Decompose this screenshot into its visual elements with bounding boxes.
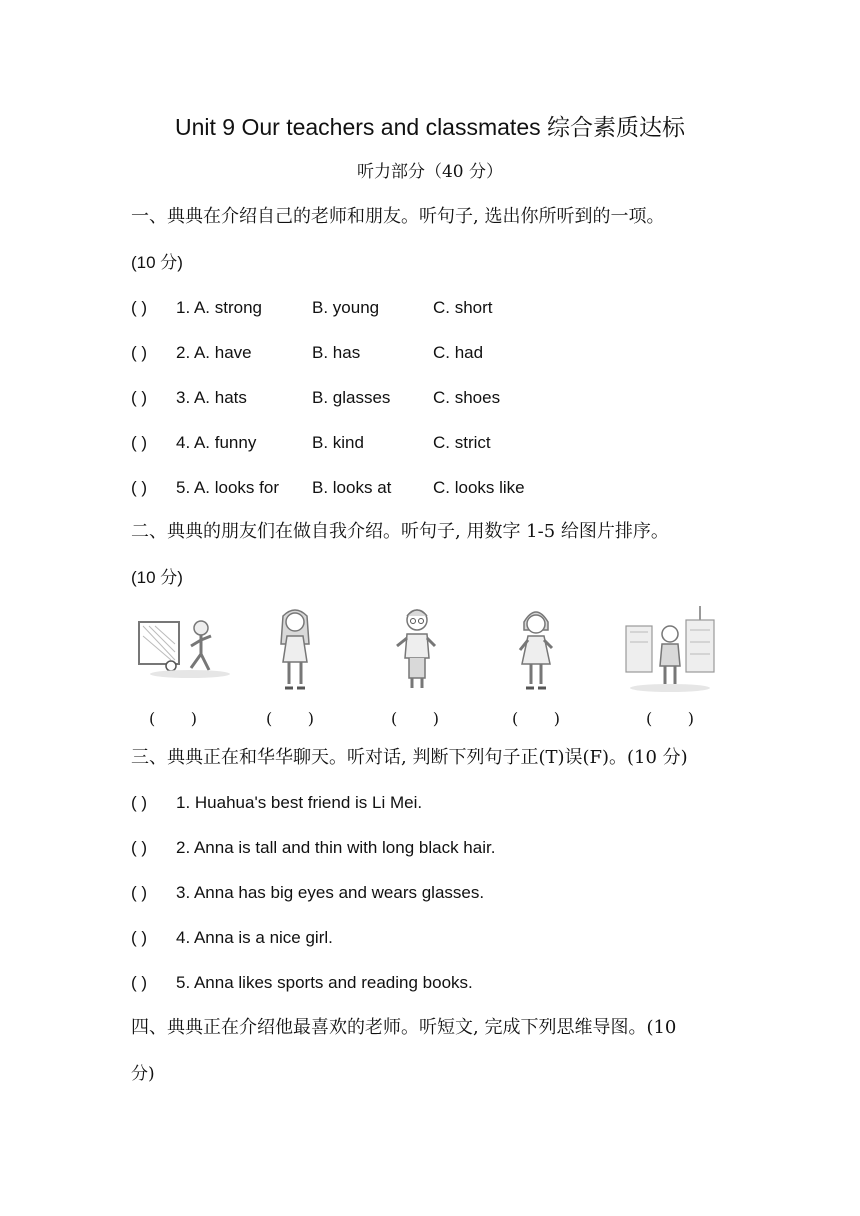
answer-blank[interactable]: ( ) bbox=[131, 973, 148, 992]
answer-blank[interactable]: ( ) bbox=[131, 433, 148, 452]
option-c: C. shoes bbox=[433, 388, 501, 407]
option-c: C. short bbox=[433, 298, 493, 317]
option-c: C. looks like bbox=[433, 478, 525, 497]
option-a: 5. A. looks for bbox=[176, 478, 279, 497]
answer-blank[interactable]: ( ) bbox=[131, 838, 148, 857]
option-c: C. strict bbox=[433, 433, 491, 452]
option-a: 3. A. hats bbox=[176, 388, 247, 407]
option-b: B. young bbox=[312, 298, 380, 317]
girl-short-hair-icon bbox=[486, 600, 586, 700]
picture-answer-blank[interactable]: ( ) bbox=[148, 709, 198, 728]
answer-blank[interactable]: ( ) bbox=[131, 883, 148, 902]
picture-answer-blank[interactable]: ( ) bbox=[265, 709, 315, 728]
option-b: B. kind bbox=[312, 433, 364, 452]
answer-blank[interactable]: ( ) bbox=[131, 793, 148, 812]
section1-heading: 一、典典在介绍自己的老师和朋友。听句子, 选出你所听到的一项。 bbox=[131, 206, 665, 227]
statement-text: 5. Anna likes sports and reading books. bbox=[176, 973, 473, 992]
picture-answer-blank[interactable]: ( ) bbox=[390, 709, 440, 728]
page-title: Unit 9 Our teachers and classmates 综合素质达标 bbox=[175, 114, 685, 140]
answer-blank[interactable]: ( ) bbox=[131, 298, 148, 317]
answer-blank[interactable]: ( ) bbox=[131, 388, 148, 407]
option-b: B. glasses bbox=[312, 388, 391, 407]
statement-text: 3. Anna has big eyes and wears glasses. bbox=[176, 883, 485, 902]
picture-answer-blank[interactable]: ( ) bbox=[511, 709, 561, 728]
statement-text: 2. Anna is tall and thin with long black hair. bbox=[176, 838, 496, 857]
boy-in-city-icon bbox=[620, 600, 720, 700]
option-c: C. had bbox=[433, 343, 484, 362]
picture-answer-blank[interactable]: ( ) bbox=[645, 709, 695, 728]
section1-score: (10 分) bbox=[131, 253, 183, 272]
option-a: 1. A. strong bbox=[176, 298, 262, 317]
section2-heading: 二、典典的朋友们在做自我介绍。听句子, 用数字 1-5 给图片排序。 bbox=[131, 521, 669, 542]
section2-score: (10 分) bbox=[131, 568, 183, 587]
answer-blank[interactable]: ( ) bbox=[131, 478, 148, 497]
page-subtitle: 听力部分（40 分） bbox=[356, 162, 504, 182]
option-a: 4. A. funny bbox=[176, 433, 257, 452]
option-b: B. has bbox=[312, 343, 361, 362]
statement-text: 1. Huahua's best friend is Li Mei. bbox=[176, 793, 423, 812]
answer-blank[interactable]: ( ) bbox=[131, 343, 148, 362]
section4-score: 分) bbox=[131, 1064, 155, 1084]
boy-with-glasses-icon bbox=[367, 600, 467, 700]
section3-heading: 三、典典正在和华华聊天。听对话, 判断下列句子正(T)误(F)。(10 分) bbox=[131, 747, 688, 768]
statement-text: 4. Anna is a nice girl. bbox=[176, 928, 333, 947]
girl-long-hair-icon bbox=[245, 600, 345, 700]
picture-row bbox=[0, 600, 860, 740]
option-b: B. looks at bbox=[312, 478, 392, 497]
boy-playing-football-icon bbox=[135, 600, 235, 700]
option-a: 2. A. have bbox=[176, 343, 252, 362]
section4-heading: 四、典典正在介绍他最喜欢的老师。听短文, 完成下列思维导图。(10 bbox=[131, 1017, 677, 1038]
answer-blank[interactable]: ( ) bbox=[131, 928, 148, 947]
